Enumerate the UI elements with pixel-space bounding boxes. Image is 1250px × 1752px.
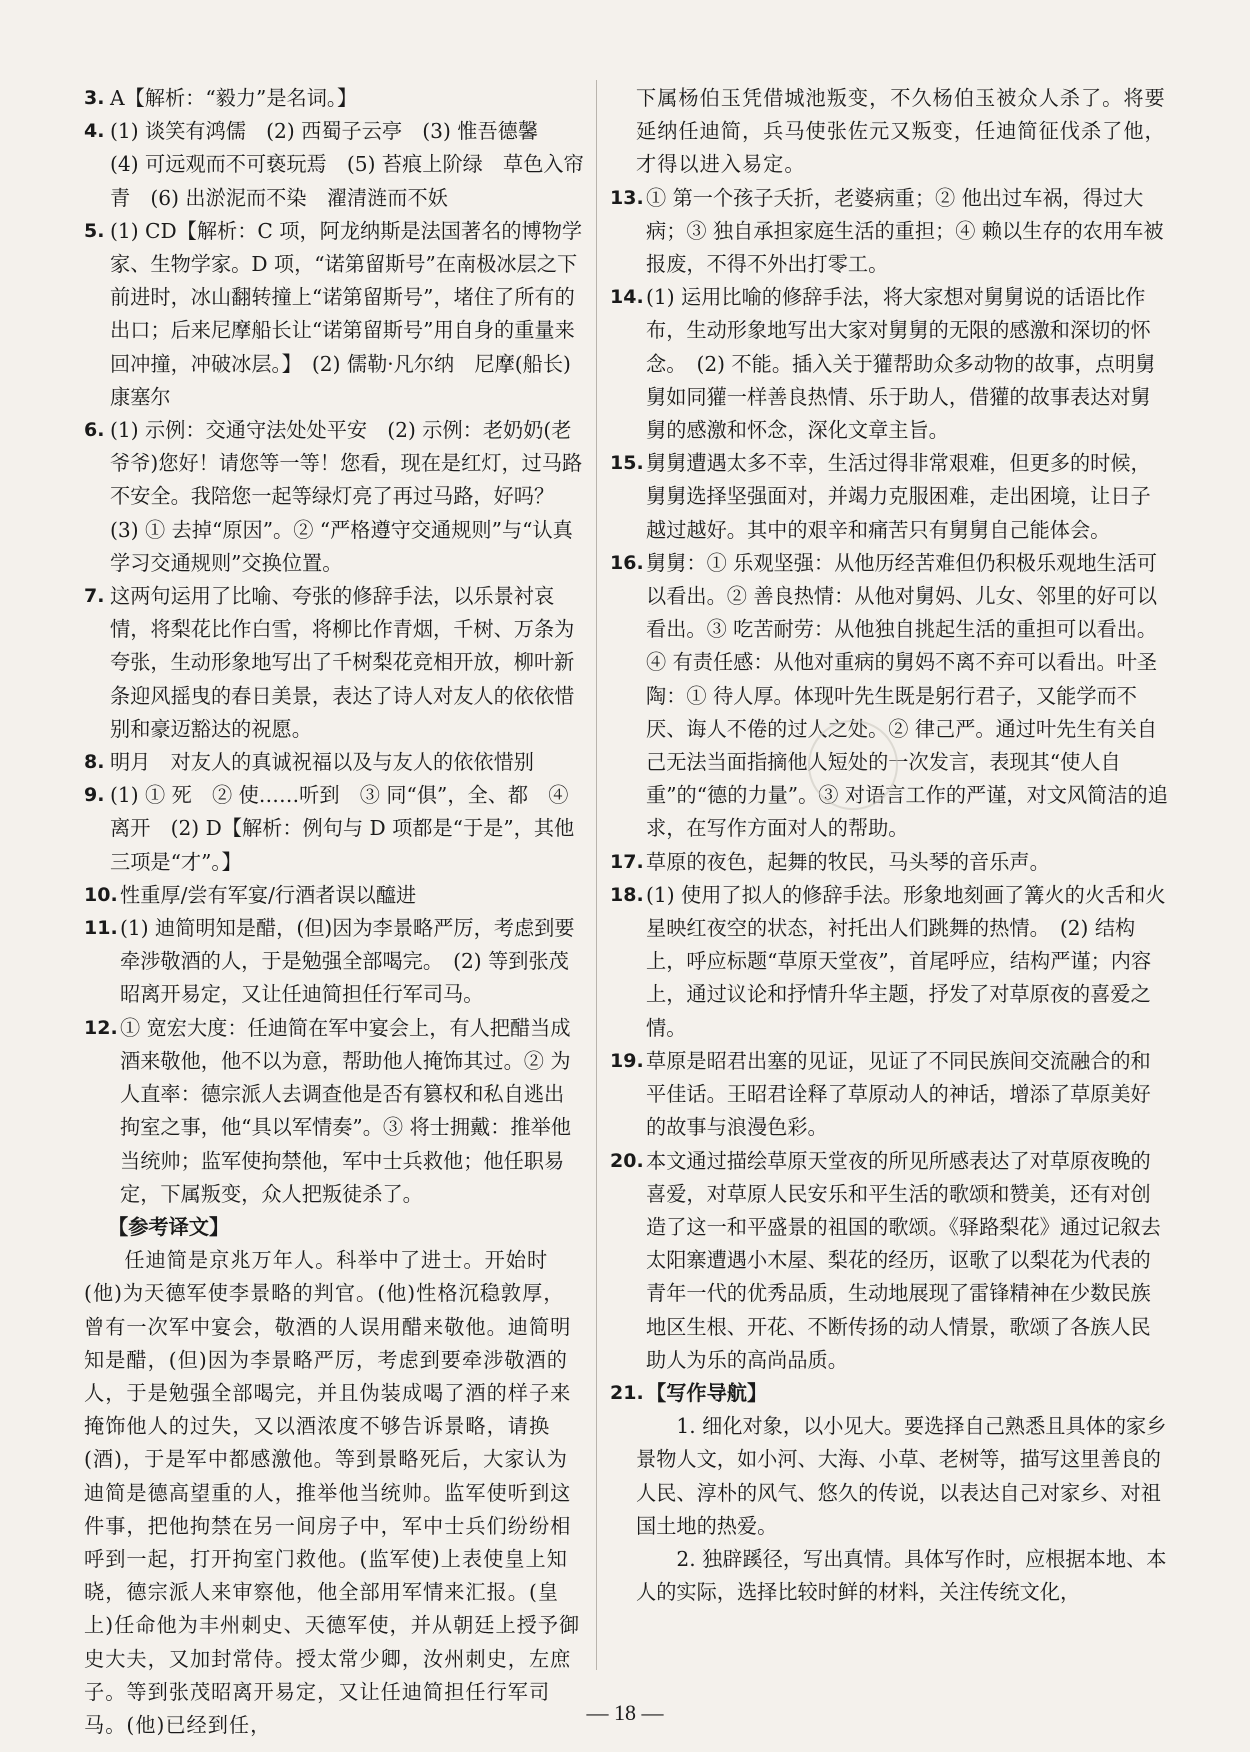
item-number: 5.	[84, 219, 105, 242]
item-text: 舅舅：① 乐观坚强：从他历经苦难但仍积极乐观地生活可以看出。② 善良热情：从他对舅妈、儿女、邻里的好可以看出。③ 吃苦耐劳：从他独自挑起生活的重担可以看出。④ 有责任感：从他对重病的舅妈不离不弃可以看出。叶圣陶：① 待人厚。体现叶先生既是躬行君子，又能学而不厌、诲人不倦的过人之处。② 律己严。通过叶先生有关自己无法当面指摘他人短处的一次发言，表现其“使人自重”的“德的力量”。③ 对语言工作的严谨，对文风简洁的追求，在写作方面对人的帮助。	[646, 550, 1168, 841]
item-number: 4.	[84, 120, 105, 143]
item-text: (1) CD【解析：C 项，阿龙纳斯是法国著名的博物学家、生物学家。D 项，“诺第留斯号”在南极冰层之下前进时，冰山翻转撞上“诺第留斯号”，堵住了所有的出口；后来尼摩船长让“诺第留斯号”用自身的重量来回冲撞，冲破冰层。】 (2) 儒勒·凡尔纳 尼摩(船长) 康塞尔	[110, 218, 592, 409]
item-text: (1) 示例：交通守法处处平安 (2) 示例：老奶奶(老爷爷)您好！请您等一等！您看，现在是红灯，过马路不安全。我陪您一起等绿灯亮了再过马路，好吗？ (3) ① 去掉“原因”。② “严格遵守交通规则”与“认真学习交通规则”交换位置。	[110, 418, 583, 575]
item-number: 7.	[84, 585, 105, 608]
faint-stamp-watermark	[808, 720, 898, 810]
item-number: 6.	[84, 419, 105, 442]
item-number: 16.	[610, 551, 644, 574]
item-text: (1) ① 死 ② 使……听到 ③ 同“俱”，全、都 ④ 离开 (2) D【解析：例句与 D 项都是“于是”，其他三项是“才”。】	[110, 783, 575, 874]
answer-item	[84, 215, 592, 414]
answer-item	[84, 115, 584, 215]
item-number: 12.	[84, 1016, 118, 1039]
item-text: ① 第一个孩子夭折，老婆病重；② 他出过车祸，得过大病；③ 独自承担家庭生活的重担；④ 赖以生存的农用车被报废，不得不外出打零工。	[646, 185, 1164, 277]
item-number: 11.	[84, 917, 118, 940]
item-number: 8.	[84, 751, 105, 774]
answer-item	[84, 779, 584, 879]
item-number: 15.	[610, 452, 644, 475]
item-number: 14.	[610, 286, 644, 309]
item-number: 10.	[84, 883, 118, 906]
answer-item	[610, 879, 1170, 1045]
item-text: (1) 运用比喻的修辞手法，将大家想对舅舅说的话语比作布，生动形象地写出大家对舅舅的无限的感激和深切的怀念。 (2) 不能。插入关于獾帮助众多动物的故事，点明舅舅如同獾一样善良热情、乐于助人，借獾的故事表达对舅舅的感激和怀念，深化文章主旨。	[646, 285, 1156, 443]
item-text: (1) 迪简明知是醋，(但)因为李景略严厉，考虑到要牵涉敬酒的人，于是勉强全部喝完。 (2) 等到张茂昭离开易定，又让任迪简担任行军司马。	[120, 916, 575, 1007]
item-number: 19.	[610, 1049, 644, 1072]
item-text: A【解析：“毅力”是名词。】	[110, 86, 358, 110]
answer-item	[610, 1145, 1170, 1377]
reference-translation-header: 【参考译文】	[108, 1214, 230, 1239]
writing-guide-point: 1. 细化对象，以小见大。要选择自己熟悉且具体的家乡景物人文，如小河、大海、小草、老树等，描写这里善良的人民、淳朴的风气、悠久的传说，以表达自己对家乡、对祖国土地的热爱。	[636, 1414, 1167, 1538]
right-column	[610, 82, 1170, 1609]
column-divider	[596, 80, 597, 1670]
item-text: 草原的夜色，起舞的牧民，马头琴的音乐声。	[646, 849, 1050, 874]
item-number: 20.	[610, 1149, 644, 1172]
item-text: (1) 谈笑有鸿儒 (2) 西蜀子云亭 (3) 惟吾德馨 (4) 可远观而不可亵玩焉 (5) 苔痕上阶绿 草色入帘青 (6) 出淤泥而不染 濯清涟而不妖	[110, 119, 584, 210]
translation-continuation: 下属杨伯玉凭借城池叛变，不久杨伯玉被众人杀了。将要延纳任迪简，兵马使张佐元又叛变，任迪简征伐杀了他，才得以进入易定。	[636, 86, 1166, 177]
answer-item	[610, 1045, 1170, 1145]
item-text: ① 宽宏大度：任迪简在军中宴会上，有人把醋当成酒来敬他，他不以为意，帮助他人掩饰其过。② 为人直率：德宗派人去调查他是否有篡权和私自逃出拘室之事，他“具以军情奏”。③ 将士拥戴：推举他当统帅；监军使拘禁他，军中士兵救他；他任职易定，下属叛变，众人把叛徒杀了。	[120, 1015, 571, 1206]
item-text: 本文通过描绘草原天堂夜的所见所感表达了对草原夜晚的喜爱，对草原人民安乐和平生活的歌颂和赞美，还有对创造了这一和平盛景的祖国的歌颂。《驿路梨花》通过记叙去太阳寨遭遇小木屋、梨花的经历，讴歌了以梨花为代表的青年一代的优秀品质，生动地展现了雷锋精神在少数民族地区生根、开花、不断传扬的动人情景，歌颂了各族人民助人为乐的高尚品质。	[646, 1148, 1161, 1372]
item-text: (1) 使用了拟人的修辞手法。形象地刻画了篝火的火舌和火星映红夜空的状态，衬托出人们跳舞的热情。 (2) 结构上，呼应标题“草原天堂夜”，首尾呼应，结构严谨；内容上，通过议论和抒情升华主题，抒发了对草原夜的喜爱之情。	[646, 882, 1166, 1040]
answer-item	[84, 912, 584, 1012]
answer-item	[610, 846, 1170, 879]
item-text: 明月 对友人的真诚祝福以及与友人的依依惜别	[110, 750, 534, 775]
item-number: 18.	[610, 883, 644, 906]
writing-guide-header	[610, 1377, 1170, 1410]
item-number: 13.	[610, 186, 644, 209]
answer-item	[610, 182, 1170, 282]
item-text: 性重厚/尝有军宴/行酒者误以醯进	[120, 882, 417, 907]
item-text: 草原是昭君出塞的见证，见证了不同民族间交流融合的和平佳话。王昭君诠释了草原动人的神话，增添了草原美好的故事与浪漫色彩。	[646, 1048, 1151, 1140]
answer-item	[84, 879, 584, 912]
writing-guide-point: 2. 独辟蹊径，写出真情。具体写作时，应根据本地、本人的实际，选择比较时鲜的材料，关注传统文化，	[636, 1546, 1167, 1605]
page-number: — 18 —	[586, 1700, 664, 1725]
item-text: 这两句运用了比喻、夸张的修辞手法，以乐景衬哀情，将梨花比作白雪，将柳比作青烟，千树、万条为夸张，生动形象地写出了千树梨花竞相开放，柳叶新条迎风摇曳的春日美景，表达了诗人对友人的依依惜别和豪迈豁达的祝愿。	[110, 584, 575, 741]
answer-item	[84, 1012, 584, 1211]
answer-item	[84, 746, 584, 779]
answer-item	[610, 281, 1170, 447]
answer-item	[610, 447, 1170, 547]
answer-item	[84, 82, 584, 115]
item-number: 9.	[84, 784, 105, 807]
reference-translation-text: 任迪简是京兆万年人。科举中了进士。开始时(他)为天德军使李景略的判官。(他)性格沉稳敦厚，曾有一次军中宴会，敬酒的人误用醋来敬他。迪简明知是醋，(但)因为李景略严厉，考虑到要牵涉敬酒的人，于是勉强全部喝完，并且伪装成喝了酒的样子来掩饰他人的过失，又以酒浓度不够告诉景略，请换(酒)，于是军中都感激他。等到景略死后，大家认为迪简是德高望重的人，推举他当统帅。监军使听到这件事，把他拘禁在另一间房子中，军中士兵们纷纷相呼到一起，打开拘室门救他。(监军使)上表使皇上知晓，德宗派人来审察他，他全部用军情来汇报。(皇上)任命他为丰州刺史、天德军使，并从朝廷上授予御史大夫，又加封常侍。授太常少卿，汝州刺史，左庶子。等到张茂昭离开易定，又让任迪简担任行军司马。(他)已经到任，	[84, 1248, 581, 1737]
item-number: 17.	[610, 850, 644, 873]
answer-item	[610, 547, 1170, 846]
item-number: 21.	[610, 1381, 644, 1404]
left-column	[84, 82, 592, 1742]
writing-guide-title: 【写作导航】	[646, 1380, 768, 1405]
answer-item	[84, 580, 584, 746]
answer-item	[84, 414, 584, 580]
item-text: 舅舅遭遇太多不幸，生活过得非常艰难，但更多的时候，舅舅选择坚强面对，并竭力克服困难，走出困境，让日子越过越好。其中的艰辛和痛苦只有舅舅自己能体会。	[646, 451, 1151, 542]
item-number: 3.	[84, 87, 105, 109]
